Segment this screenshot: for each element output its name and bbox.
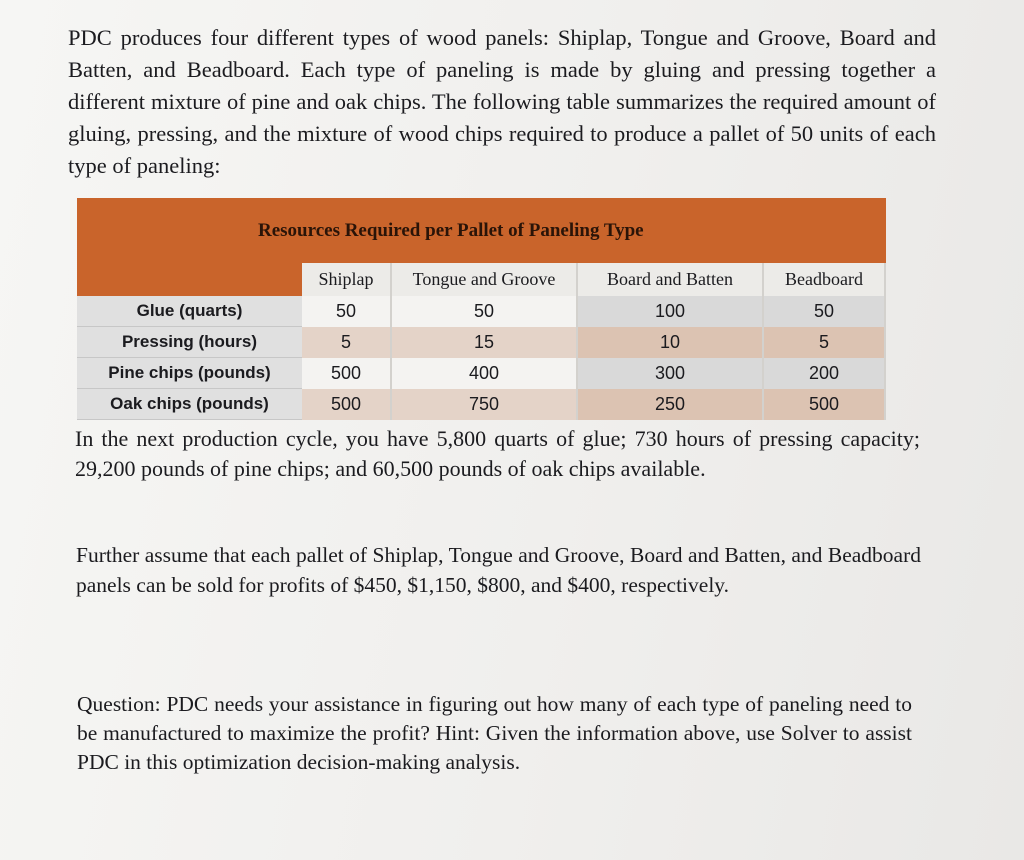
availability-paragraph: In the next production cycle, you have 5,800 quarts of glue; 730 hours of pressing capacity; 29,200 pounds of pine chips; and 60,500 pounds of oak chips available.: [75, 426, 920, 481]
column-header-tongue-and-groove: Tongue and Groove: [392, 263, 578, 296]
row-label-pressing: Pressing (hours): [77, 327, 302, 358]
column-header-shiplap: Shiplap: [302, 263, 392, 296]
table-cell: 200: [764, 358, 886, 389]
intro-paragraph: PDC produces four different types of wood panels: Shiplap, Tongue and Groove, Board and Batten, and Beadboard. Each type of paneling is made by gluing and pressing together a different mixture of pine and oak chips. The following table summarizes the required amount of gluing, pressing, and the mixture of wood chips required to produce a pallet of 50 units of each type of paneling:: [68, 25, 936, 178]
table-cell: 5: [764, 327, 886, 358]
table-cell: 50: [302, 296, 392, 327]
table-cell: 10: [578, 327, 764, 358]
table-cell: 50: [764, 296, 886, 327]
table-cell: 50: [392, 296, 578, 327]
question-paragraph: Question: PDC needs your assistance in figuring out how many of each type of paneling need to be manufactured to maximize the profit? Hint: Given the information above, use Solver to assist PDC in this optimization decision-making analysis.: [77, 692, 912, 774]
table-corner-cell: [77, 263, 302, 296]
table-cell: 400: [392, 358, 578, 389]
table-cell: 300: [578, 358, 764, 389]
table-header-row: [77, 263, 886, 296]
profits-paragraph: Further assume that each pallet of Shiplap, Tongue and Groove, Board and Batten, and Beadboard panels can be sold for profits of $450, $1,150, $800, and $400, respectively.: [76, 543, 921, 597]
table-cell: 250: [578, 389, 764, 420]
resources-table: [77, 198, 886, 420]
table-cell: 500: [302, 389, 392, 420]
table-cell: 100: [578, 296, 764, 327]
table-cell: 750: [392, 389, 578, 420]
row-label-glue: Glue (quarts): [77, 296, 302, 327]
row-label-pine-chips: Pine chips (pounds): [77, 358, 302, 389]
table-row-pressing: [77, 327, 886, 358]
table-cell: 15: [392, 327, 578, 358]
table-cell: 500: [302, 358, 392, 389]
table-row-glue: [77, 296, 886, 327]
table-title: Resources Required per Pallet of Paneling Type: [258, 219, 644, 241]
table-row-pine-chips: [77, 358, 886, 389]
column-header-board-and-batten: Board and Batten: [578, 263, 764, 296]
table-cell: 500: [764, 389, 886, 420]
table-title-bar: [77, 198, 886, 263]
column-header-beadboard: Beadboard: [764, 263, 886, 296]
row-label-oak-chips: Oak chips (pounds): [77, 389, 302, 420]
table-cell: 5: [302, 327, 392, 358]
table-row-oak-chips: [77, 389, 886, 420]
